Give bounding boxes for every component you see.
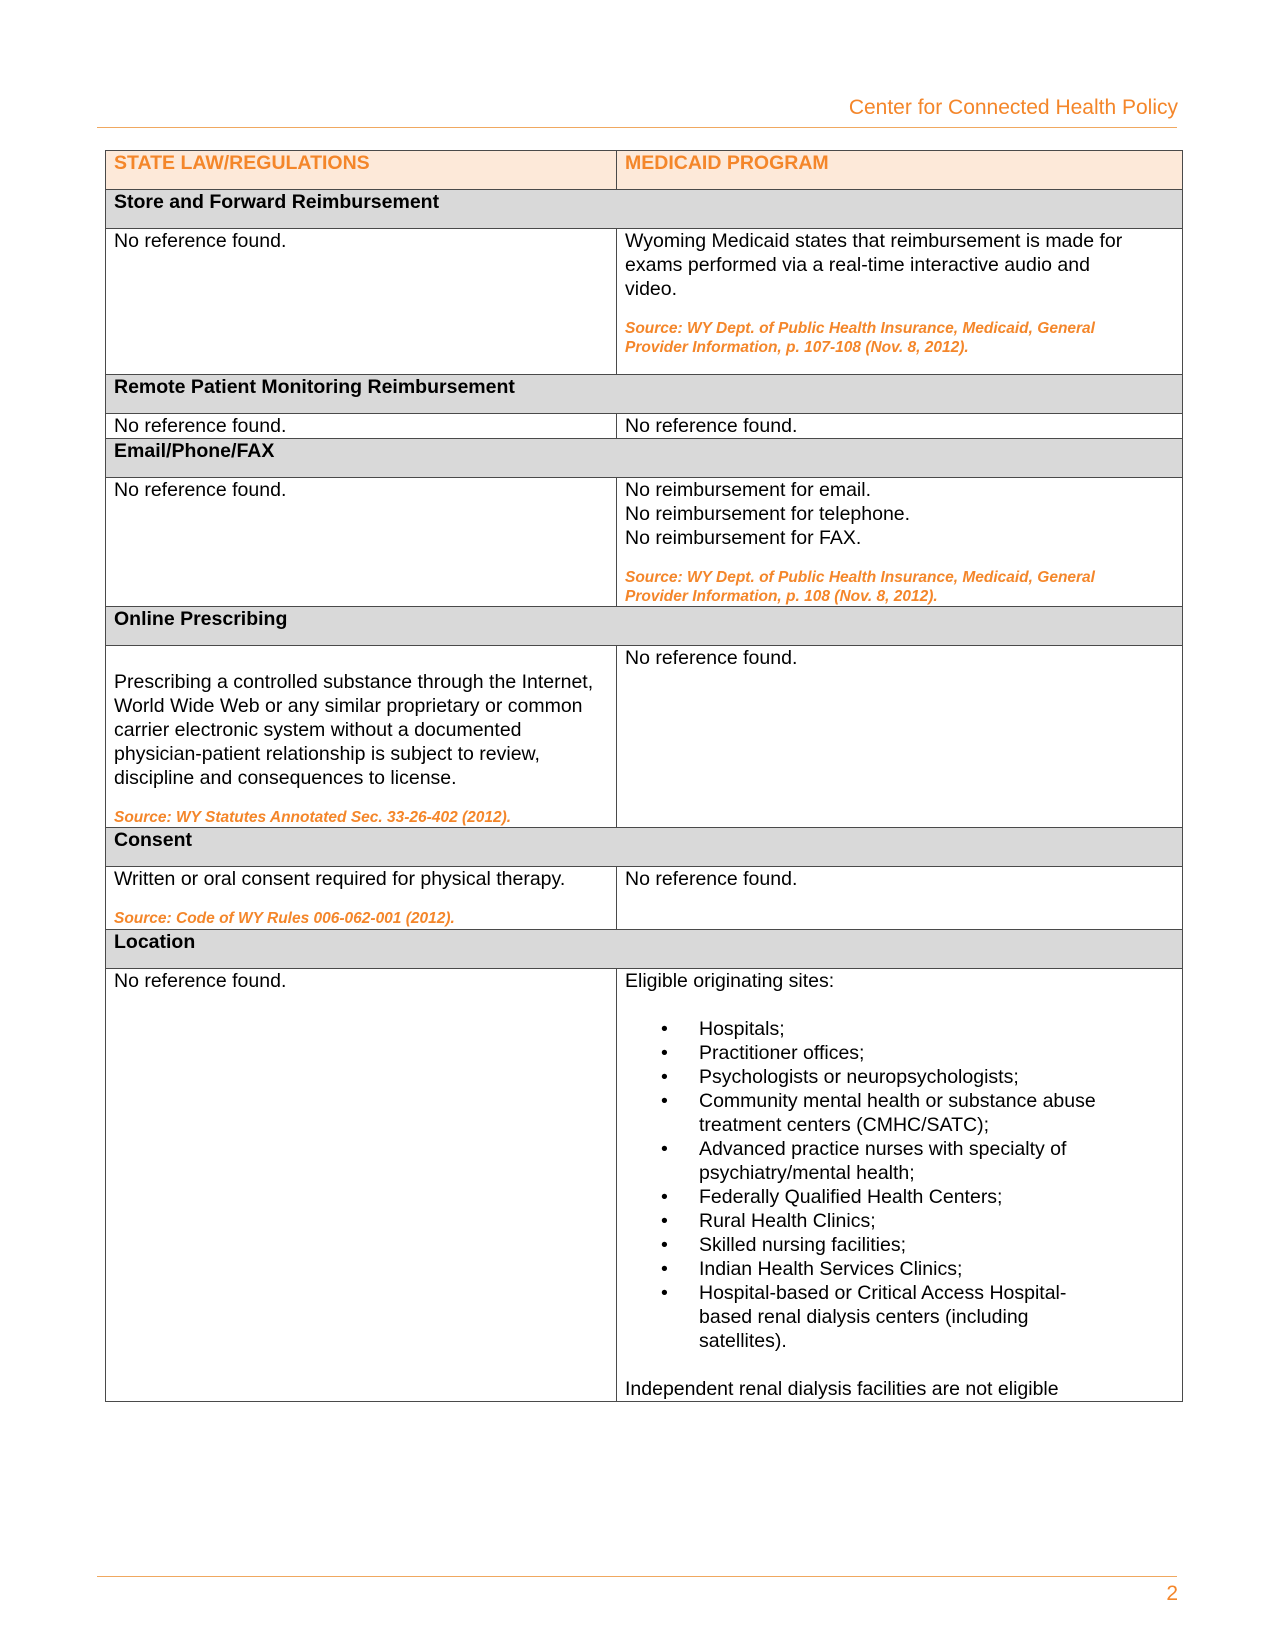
list-item: • Hospital-based or Critical Access Hospital- based renal dialysis centers (including satellites).: [699, 1281, 1174, 1353]
medicaid-source: [625, 319, 1174, 357]
footer-divider: [97, 1576, 1177, 1577]
state-cell: [106, 646, 617, 828]
column-header-row: [106, 151, 1183, 190]
table-row: [106, 229, 1183, 375]
section-title-store-forward: Store and Forward Reimbursement: [106, 190, 1183, 229]
medicaid-text-line: exams performed via a real-time interactive audio and: [625, 254, 1090, 276]
list-item: • Community mental health or substance abuse treatment centers (CMHC/SATC);: [699, 1089, 1174, 1137]
medicaid-note: Independent renal dialysis facilities are not eligible: [625, 1378, 1059, 1400]
section-row: [106, 930, 1183, 969]
state-text-line: physician-patient relationship is subject to review,: [114, 743, 540, 765]
state-text-line: carrier electronic system without a documented: [114, 719, 522, 741]
section-row: [106, 607, 1183, 646]
column-header-medicaid: MEDICAID PROGRAM: [617, 151, 1183, 190]
medicaid-cell: [617, 229, 1183, 375]
state-cell: [106, 969, 617, 1402]
section-title-email-phone-fax: Email/Phone/FAX: [106, 439, 1183, 478]
state-text: No reference found.: [114, 970, 287, 992]
state-cell: [106, 229, 617, 375]
section-title-consent: Consent: [106, 828, 1183, 867]
header-divider: [97, 127, 1177, 128]
header-title: Center for Connected Health Policy: [848, 96, 1178, 119]
column-header-state: STATE LAW/REGULATIONS: [106, 151, 617, 190]
medicaid-cell: [617, 414, 1183, 439]
medicaid-text-line: No reimbursement for telephone.: [625, 503, 911, 525]
page-number: 2: [1166, 1582, 1178, 1605]
state-text: No reference found.: [114, 415, 287, 437]
state-text-line: Prescribing a controlled substance through the Internet,: [114, 671, 594, 693]
medicaid-source: [625, 568, 1174, 606]
table-row: [106, 478, 1183, 607]
list-item: • Psychologists or neuropsychologists;: [699, 1065, 1174, 1089]
medicaid-cell: [617, 867, 1183, 930]
list-item: • Rural Health Clinics;: [699, 1209, 1174, 1233]
medicaid-text-line: No reimbursement for FAX.: [625, 527, 862, 549]
state-text-line: World Wide Web or any similar proprietary or common: [114, 695, 583, 717]
section-row: [106, 375, 1183, 414]
section-title-online-prescribing: Online Prescribing: [106, 607, 1183, 646]
source-line: Source: WY Dept. of Public Health Insurance, Medicaid, General: [625, 320, 1095, 337]
table-row: [106, 867, 1183, 930]
medicaid-intro: Eligible originating sites:: [625, 970, 835, 992]
medicaid-text: No reference found.: [625, 415, 798, 437]
section-row: [106, 190, 1183, 229]
medicaid-text-line: video.: [625, 278, 678, 300]
table-row: [106, 969, 1183, 1402]
table-row: [106, 414, 1183, 439]
state-source: Source: Code of WY Rules 006-062-001 (2012).: [114, 910, 455, 927]
state-cell: [106, 867, 617, 930]
section-row: [106, 439, 1183, 478]
medicaid-cell: [617, 969, 1183, 1402]
medicaid-text: No reference found.: [625, 868, 798, 890]
state-text-line: discipline and consequences to license.: [114, 767, 457, 789]
medicaid-text-line: Wyoming Medicaid states that reimbursement is made for: [625, 230, 1123, 252]
medicaid-text: No reference found.: [625, 647, 798, 669]
list-item: • Advanced practice nurses with specialty of psychiatry/mental health;: [699, 1137, 1174, 1185]
state-text: No reference found.: [114, 479, 287, 501]
state-text: No reference found.: [114, 230, 287, 252]
list-item: • Skilled nursing facilities;: [699, 1233, 1174, 1257]
list-item: • Federally Qualified Health Centers;: [699, 1185, 1174, 1209]
originating-sites-list: [625, 1017, 1174, 1353]
policy-table: [105, 150, 1183, 1402]
state-cell: [106, 414, 617, 439]
source-line: Provider Information, p. 108 (Nov. 8, 2012).: [625, 588, 938, 605]
list-item: • Practitioner offices;: [699, 1041, 1174, 1065]
medicaid-cell: [617, 646, 1183, 828]
table-row: [106, 646, 1183, 828]
section-row: [106, 828, 1183, 867]
state-source: Source: WY Statutes Annotated Sec. 33-26-402 (2012).: [114, 809, 512, 826]
state-cell: [106, 478, 617, 607]
medicaid-cell: [617, 478, 1183, 607]
list-item: • Hospitals;: [699, 1017, 1174, 1041]
medicaid-text-line: No reimbursement for email.: [625, 479, 871, 501]
state-text: Written or oral consent required for physical therapy.: [114, 868, 566, 890]
list-item: • Indian Health Services Clinics;: [699, 1257, 1174, 1281]
source-line: Source: WY Dept. of Public Health Insurance, Medicaid, General: [625, 569, 1095, 586]
section-title-remote-monitoring: Remote Patient Monitoring Reimbursement: [106, 375, 1183, 414]
source-line: Provider Information, p. 107-108 (Nov. 8, 2012).: [625, 339, 969, 356]
section-title-location: Location: [106, 930, 1183, 969]
state-text-block: [114, 670, 608, 790]
